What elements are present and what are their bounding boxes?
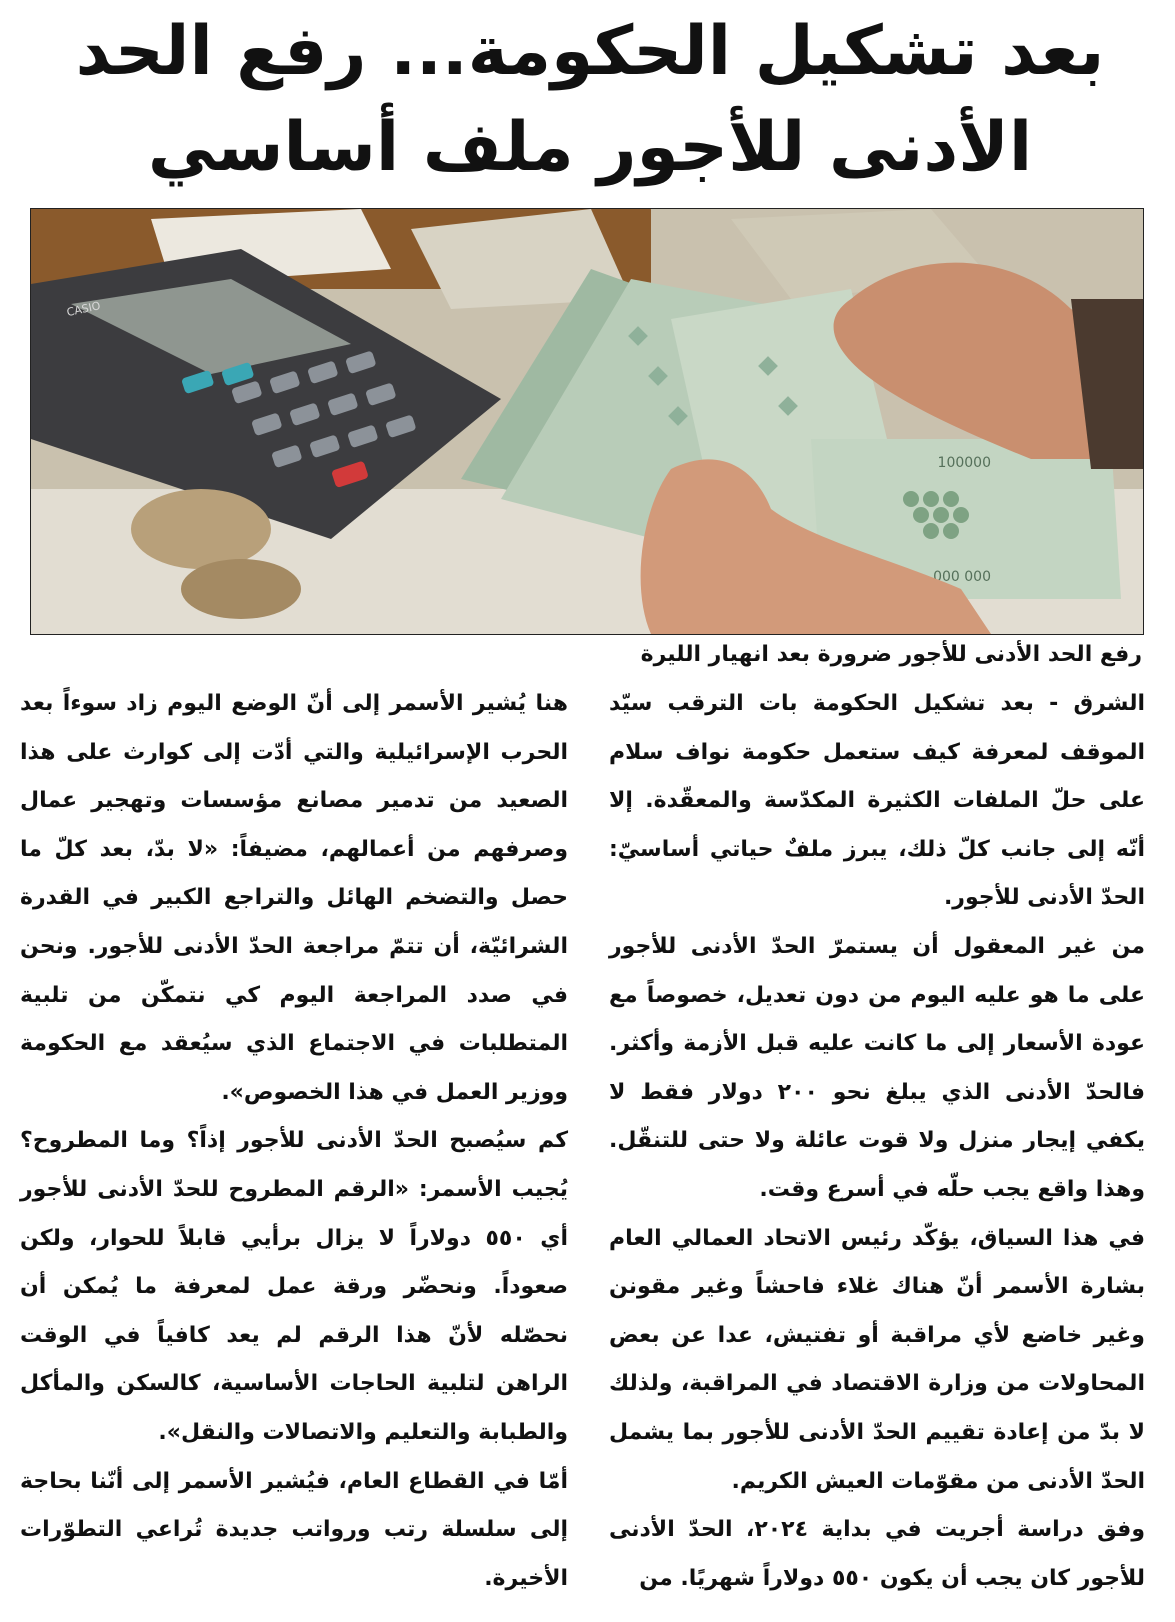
article-column-left (20, 680, 568, 1603)
money-calculator-photo-icon (31, 209, 1143, 634)
banknote-numerals-top: 100000 (937, 455, 991, 471)
article-column-right (609, 680, 1145, 1603)
banknote-numerals-bottom: 000 000 (933, 569, 991, 585)
paragraph: وفق دراسة أجريت في بداية ٢٠٢٤، الحدّ الأدنى للأجور كان يجب أن يكون ٥٥٠ دولاراً شهريًا. من (609, 1517, 1145, 1591)
paragraph: من غير المعقول أن يستمرّ الحدّ الأدنى للأجور على ما هو عليه اليوم من دون تعديل، خصوصاً مع عودة الأسعار إلى ما كانت عليه قبل الأزمة وأكثر. فالحدّ الأدنى الذي يبلغ نحو ٢٠٠ دولار فقط لا يكفي إيجار منزل ولا قوت عائلة ولا حتى للتنقّل. وهذا واقع يجب حلّه في أسرع وقت. (609, 933, 1145, 1202)
paragraph: في هذا السياق، يؤكّد رئيس الاتحاد العمالي العام بشارة الأسمر أنّ هناك غلاء فاحشاً وغير مقونن وغير خاضع لأي مراقبة أو تفتيش، عدا عن بعض المحاولات من وزارة الاقتصاد في المراقبة، ولذلك لا بدّ من إعادة تقييم الحدّ الأدنى للأجور بما يشمل الحدّ الأدنى من مقوّمات العيش الكريم. (609, 1225, 1145, 1494)
paragraph: أمّا في القطاع العام، فيُشير الأسمر إلى أنّنا بحاجة إلى سلسلة رتب ورواتب جديدة تُراعي التطوّرات الأخيرة. (20, 1468, 568, 1591)
paragraph: هنا يُشير الأسمر إلى أنّ الوضع اليوم زاد سوءاً بعد الحرب الإسرائيلية والتي أدّت إلى كوارث على هذا الصعيد من تدمير مصانع مؤسسات وتهجير عمال وصرفهم من أعمالهم، مضيفاً: «لا بدّ، بعد كلّ ما حصل والتضخم الهائل والتراجع الكبير في القدرة الشرائيّة، أن تتمّ مراجعة الحدّ الأدنى للأجور. ونحن في صدد المراجعة اليوم كي نتمكّن من تلبية المتطلبات في الاجتماع الذي سيُعقد مع الحكومة ووزير العمل في هذا الخصوص». (20, 691, 568, 1105)
headline-line-1: بعد تشكيل الحكومة... رفع الحد (75, 12, 1105, 91)
headline-line-2: الأدنى للأجور ملف أساسي (147, 108, 1033, 187)
headline (40, 4, 1140, 196)
paragraph: الشرق - بعد تشكيل الحكومة بات الترقب سيّد الموقف لمعرفة كيف ستعمل حكومة نواف سلام على حلّ الملفات الكثيرة المكدّسة والمعقّدة. إلا أنّه إلى جانب كلّ ذلك، يبرز ملفٌ حياتي أساسيّ: الحدّ الأدنى للأجور. (609, 691, 1145, 911)
photo-caption: رفع الحد الأدنى للأجور ضرورة بعد انهيار الليرة (640, 642, 1142, 667)
article-photo (30, 208, 1144, 635)
calculator-brand: CASIO (65, 299, 102, 320)
paragraph: كم سيُصبح الحدّ الأدنى للأجور إذاً؟ وما المطروح؟ يُجيب الأسمر: «الرقم المطروح للحدّ الأدنى للأجور أي ٥٥٠ دولاراً لا يزال برأيي قابلاً للحوار، ولكن صعوداً. ونحضّر ورقة عمل لمعرفة ما يُمكن أن نحصّله لأنّ هذا الرقم لم يعد كافياً في الوقت الراهن لتلبية الحاجات الأساسية، كالسكن والمأكل والطبابة والتعليم والاتصالات والنقل». (20, 1128, 568, 1445)
